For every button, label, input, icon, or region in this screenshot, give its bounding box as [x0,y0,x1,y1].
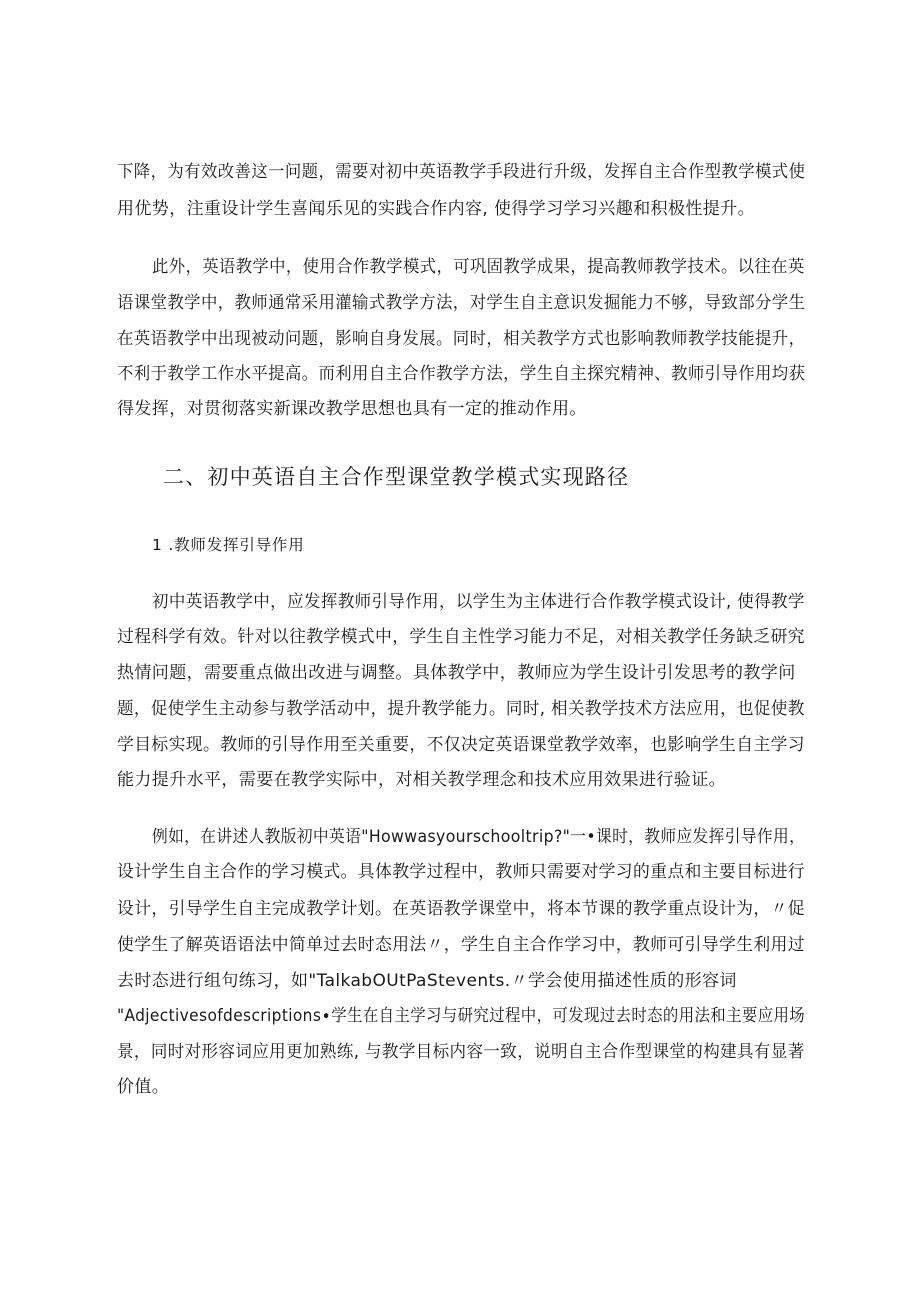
subsection-heading: 1 .教师发挥引导作用 [152,536,305,554]
paragraph-4-line-2: 设计学生自主合作的学习模式。具体教学过程中，教师只需要对学习的重点和主要目标进行 [117,862,805,882]
paragraph-4-line-7: 景，同时对形容词应用更加熟练, 与教学目标内容一致，说明自主合作型课堂的构建具有显著 [117,1042,805,1062]
paragraph-3-line-2: 过程科学有效。针对以往教学模式中，学生自主性学习能力不足，对相关教学任务缺乏研究 [117,627,805,647]
paragraph-2-line-3: 在英语教学中出现被动问题，影响自身发展。同时，相关教学方式也影响教师教学技能提升， [117,329,806,349]
paragraph-1-line-1: 下降，为有效改善这一问题，需要对初中英语教学手段进行升级，发挥自主合作型教学模式使 [117,162,806,182]
paragraph-2-line-2: 语课堂教学中，教师通常采用灌输式教学方法，对学生自主意识发掘能力不够，导致部分学生 [117,293,806,313]
paragraph-1-line-2: 用优势，注重设计学生喜闻乐见的实践合作内容, 使得学习学习兴趣和积极性提升。 [117,199,756,219]
paragraph-2-line-1: 此外，英语教学中，使用合作教学模式，可巩固教学成果，提高教师教学技术。以往在英 [152,257,805,277]
paragraph-4-line-1: 例如，在讲述人教版初中英语"Howwasyourschooltrip?"一•课时，教师应发挥引导作用， [152,827,806,847]
section-heading: 二、初中英语自主合作型课堂教学模式实现路径 [163,465,630,489]
paragraph-3-line-1: 初中英语教学中，应发挥教师引导作用，以学生为主体进行合作教学模式设计, 使得教学 [152,592,805,612]
paragraph-4-line-5: 去时态进行组句练习，如"TalkabOUtPaStevents.〃学会使用描述性质的形容词 [117,971,737,991]
paragraph-2-line-4: 不利于教学工作水平提高。而利用自主合作教学方法，学生自主探究精神、教师引导作用均获 [117,364,806,384]
paragraph-4-line-3: 设计，引导学生自主完成教学计划。在英语教学课堂中，将本节课的教学重点设计为，〃促 [117,899,805,919]
paragraph-4-line-8: 价值。 [117,1077,170,1097]
paragraph-3-line-6: 能力提升水平，需要在教学实际中，对相关教学理念和技术应用效果进行验证。 [117,770,726,790]
paragraph-4-line-6: "Adjectivesofdescriptions∙学生在自主学习与研究过程中，可发现过去时态的用法和主要应用场 [117,1006,806,1026]
paragraph-3-line-4: 题，促使学生主动参与教学活动中，提升教学能力。同时, 相关教学技术方法应用，也促使教 [117,699,805,719]
paragraph-3-line-5: 学目标实现。教师的引导作用至关重要，不仅决定英语课堂教学效率，也影响学生自主学习 [117,735,805,755]
paragraph-4-line-4: 使学生了解英语语法中简单过去时态用法〃，学生自主合作学习中，教师可引导学生利用过 [117,935,805,955]
paragraph-2-line-5: 得发挥，对贯彻落实新课改教学思想也具有一定的推动作用。 [117,399,587,419]
paragraph-3-line-3: 热情问题，需要重点做出改进与调整。具体教学中，教师应为学生设计引发思考的教学问 [117,663,796,683]
